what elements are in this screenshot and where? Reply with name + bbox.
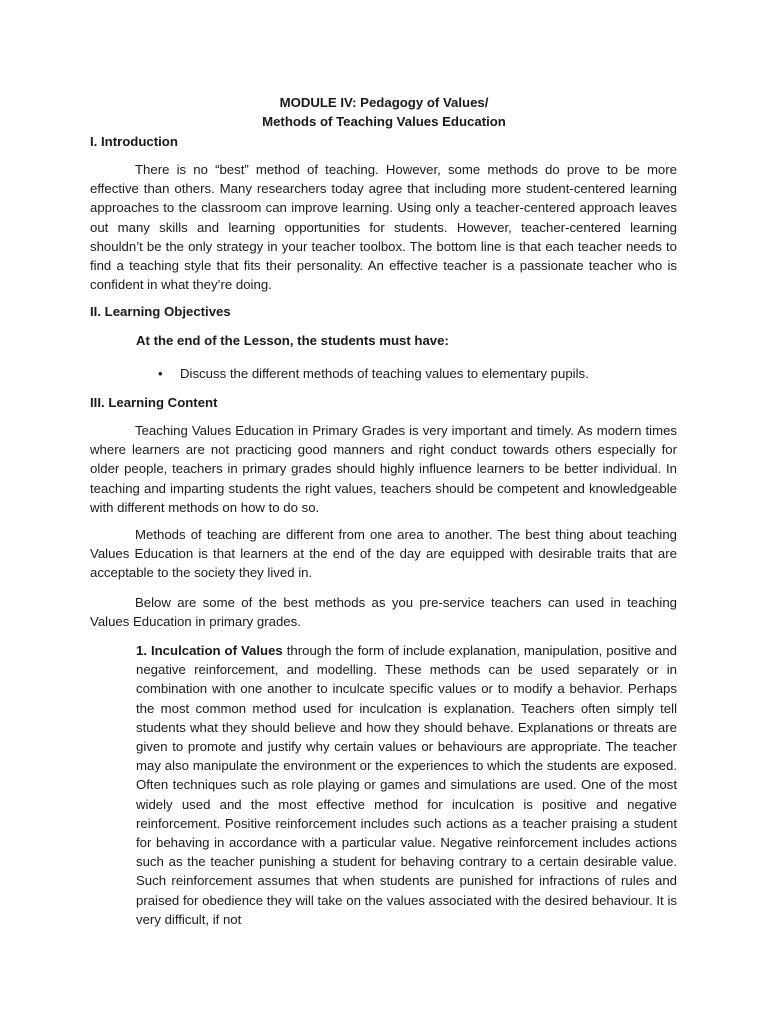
objective-text: Discuss the different methods of teaching values to elementary pupils.: [180, 366, 589, 381]
title-line-2: Methods of Teaching Values Education: [262, 114, 506, 129]
objective-list-item: [158, 364, 589, 383]
title-line-1: MODULE IV: Pedagogy of Values/: [279, 95, 489, 110]
content-paragraph-3: Below are some of the best methods as you pre-service teachers can used in teaching Values Education in primary grades.: [90, 595, 677, 630]
content-paragraph-2: Methods of teaching are different from one area to another. The best thing about teaching Values Education is that learners at the end of the day are equipped with desirable traits that are acceptable to the society they lived in.: [90, 527, 677, 581]
introduction-heading: I. Introduction: [90, 134, 178, 149]
objectives-intro: At the end of the Lesson, the students must have:: [136, 333, 449, 348]
objectives-heading: II. Learning Objectives: [90, 304, 231, 319]
method-1-paragraph: [136, 641, 677, 929]
bullet-icon: •: [158, 366, 163, 381]
content-paragraph-1: Teaching Values Education in Primary Grades is very important and timely. As modern times where learners are not practicing good manners and right conduct towards others especially for older people, teachers in primary grades should highly influence learners to be better individual. In teaching and imparting students the right values, teachers should be competent and knowledgeable with different methods on how to do so.: [90, 423, 677, 515]
content-heading: III. Learning Content: [90, 395, 218, 410]
document-title: [0, 93, 768, 131]
introduction-paragraph: There is no “best” method of teaching. However, some methods do prove to be more effective than others. Many researchers today agree that including more student-centered learning approaches to the classroom can improve learning. Using only a teacher-centered approach leaves out many skills and learning opportunities for students. However, teacher-centered learning shouldn’t be the only strategy in your teacher toolbox. The bottom line is that each teacher needs to find a teaching style that fits their personality. An effective teacher is a passionate teacher who is confident in what they’re doing.: [90, 162, 677, 293]
method-1-text: through the form of include explanation, manipulation, positive and negative reinforcement, and modelling. These methods can be used separately or in combination with one another to inculcate specific values or to modify a behavior. Perhaps the most common method used for inculcation is explanation. Teachers often simply tell students what they should believe and how they should behave. Explanations or threats are given to promote and justify why certain values or behaviours are appropriate. The teacher may also manipulate the environment or the experiences to which the students are exposed. Often techniques such as role playing or games and simulations are used. One of the most widely used and the most effective method for inculcation is positive and negative reinforcement. Positive reinforcement includes such actions as a teacher praising a student for behaving in accordance with a particular value. Negative reinforcement includes actions such as the teacher punishing a student for behaving contrary to a certain desirable value. Such reinforcement assumes that when students are punished for infractions of rules and praised for obedience they will take on the values associated with the desired behaviour. It is very difficult, if not: [136, 643, 677, 927]
method-1-label: 1. Inculcation of Values: [136, 643, 283, 658]
